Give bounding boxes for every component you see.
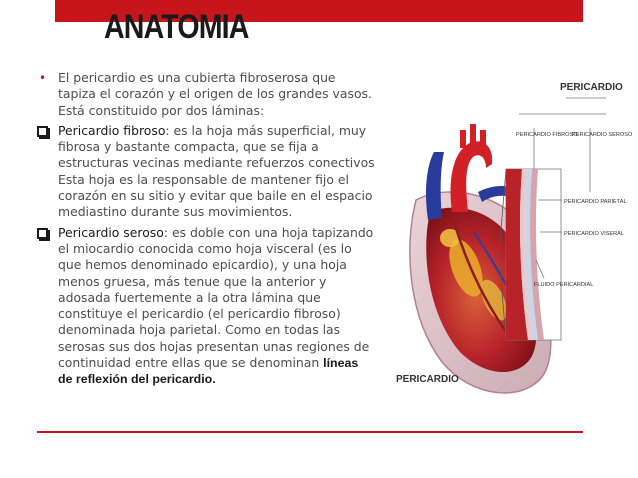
term-seroso: Pericardio seroso [58,224,164,240]
slide-title: ANATOMIA [104,8,249,46]
intro-text: El pericardio es una cubierta fibroserosa que tapiza el corazón y el origen de los grandes vasos. Está constituido por dos láminas: [58,70,372,118]
bottom-divider [37,431,583,433]
checkbox-bullet-icon [37,126,48,137]
label-pericardio-parietal: PERICARDIO PARIETAL [564,199,627,205]
text-seroso: : es doble con una hoja tapizando el miocardio conocida como hoja visceral (es lo que hemos denominado epicardio), y una hoja menos gruesa, más tenue que la anterior y adosada fuertemente a la otra lámina que constituye el pericardio (el pericardio fibroso) denominada hoja parietal. Como en todas las serosas sus dos hojas presentan unas regiones de continuidad entre ellas que se denominan [58,224,374,371]
text-fibroso: : es la hoja más superficial, muy fibrosa y bastante compacta, que se fija a estructuras vecinas mediante refuerzos conectivos Esta hoja es la responsable de mantener fijo el corazón en su sitio y evitar que baile en el espacio mediastino durante sus movimientos. [58,122,375,220]
label-pericardio-visceral: PERICARDIO VISERAL [564,231,624,237]
checkbox-bullet-icon [37,228,48,239]
list-item-seroso [37,225,375,388]
label-fluido-pericardial: FLUIDO PERICARDIAL [534,282,594,288]
detail-inset [506,169,561,340]
label-pericardio-seroso: PERICARDIO SEROSO [572,132,633,138]
term-fibroso: Pericardio fibroso [58,122,166,138]
vena-cava [426,152,444,220]
label-pericardio-bottom: PERICARDIO [396,374,459,385]
bullet-icon: • [39,71,47,85]
heart-diagram [394,72,633,404]
list-item-fibroso [37,123,375,221]
pericardium-illustration [394,72,633,404]
label-pericardio-fibroso: PERICARDIO FIBROSO [516,132,578,138]
intro-item [37,70,375,119]
label-pericardio-top: PERICARDIO [560,82,623,93]
slide-content [37,70,375,392]
reflection-lines-term: líneas de reflexión del pericardio. [58,356,359,387]
